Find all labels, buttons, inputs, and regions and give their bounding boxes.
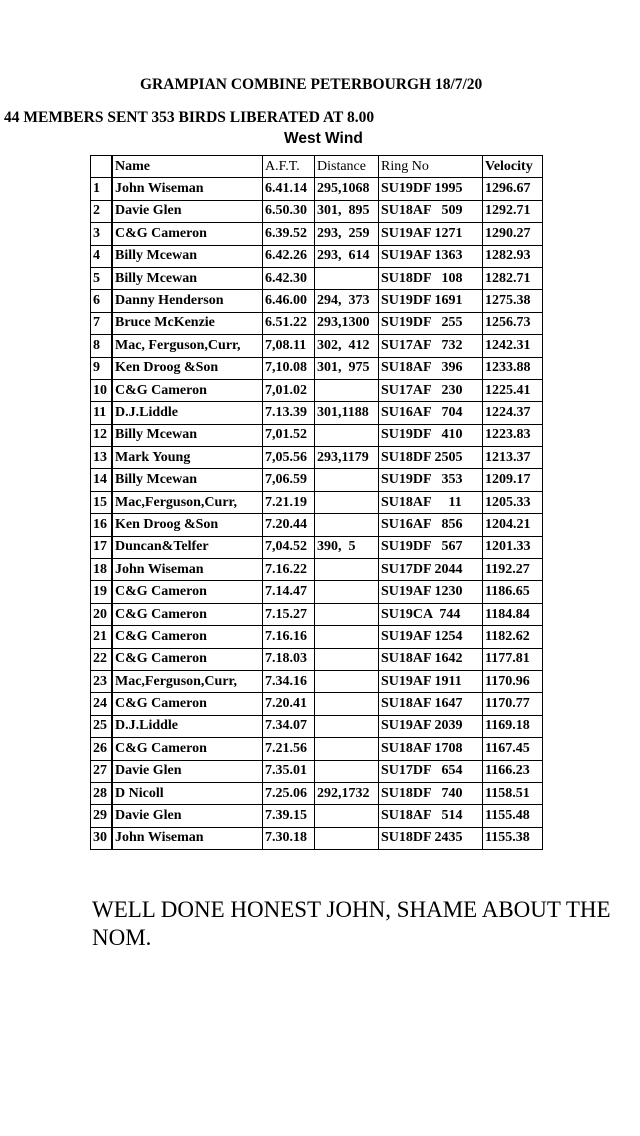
cell-position: 1	[91, 178, 112, 200]
cell-distance: 293,1179	[315, 447, 379, 469]
cell-name: C&G Cameron	[112, 380, 263, 402]
cell-aft: 7.18.03	[263, 649, 315, 671]
cell-position: 14	[91, 469, 112, 491]
table-row	[91, 290, 543, 312]
cell-position: 30	[91, 828, 112, 850]
cell-position: 5	[91, 268, 112, 290]
cell-velocity: 1282.71	[483, 268, 543, 290]
cell-ring-no: SU19AF 1271	[379, 223, 483, 245]
cell-name: Davie Glen	[112, 761, 263, 783]
cell-aft: 7,04.52	[263, 537, 315, 559]
cell-name: Billy Mcewan	[112, 425, 263, 447]
cell-aft: 7.39.15	[263, 805, 315, 827]
cell-aft: 7,05.56	[263, 447, 315, 469]
cell-velocity: 1282.93	[483, 246, 543, 268]
cell-velocity: 1233.88	[483, 358, 543, 380]
cell-distance: 301, 975	[315, 358, 379, 380]
cell-position: 4	[91, 246, 112, 268]
cell-velocity: 1155.48	[483, 805, 543, 827]
table-row	[91, 492, 543, 514]
cell-ring-no: SU18AF 1642	[379, 649, 483, 671]
cell-name: Billy Mcewan	[112, 268, 263, 290]
table-row	[91, 223, 543, 245]
cell-ring-no: SU18DF 2505	[379, 447, 483, 469]
table-row	[91, 380, 543, 402]
footer-message: WELL DONE HONEST JOHN, SHAME ABOUT THE NOM.	[92, 897, 611, 950]
cell-distance	[315, 380, 379, 402]
cell-aft: 6.42.30	[263, 268, 315, 290]
cell-ring-no: SU18AF 1708	[379, 738, 483, 760]
cell-velocity: 1242.31	[483, 335, 543, 357]
cell-name: C&G Cameron	[112, 649, 263, 671]
cell-ring-no: SU17AF 732	[379, 335, 483, 357]
cell-ring-no: SU19AF 2039	[379, 716, 483, 738]
cell-name: C&G Cameron	[112, 604, 263, 626]
cell-name: C&G Cameron	[112, 581, 263, 603]
cell-distance: 301,1188	[315, 402, 379, 424]
cell-ring-no: SU18AF 1647	[379, 693, 483, 715]
cell-distance	[315, 738, 379, 760]
table-row	[91, 559, 543, 581]
cell-position: 20	[91, 604, 112, 626]
cell-position: 9	[91, 358, 112, 380]
cell-aft: 7.16.16	[263, 626, 315, 648]
cell-ring-no: SU19DF 255	[379, 313, 483, 335]
cell-position: 7	[91, 313, 112, 335]
cell-name: D Nicoll	[112, 783, 263, 805]
cell-velocity: 1224.37	[483, 402, 543, 424]
cell-position: 12	[91, 425, 112, 447]
column-header-ring-no: Ring No	[379, 156, 483, 178]
cell-velocity: 1225.41	[483, 380, 543, 402]
cell-distance: 293, 259	[315, 223, 379, 245]
table-row	[91, 402, 543, 424]
cell-distance	[315, 514, 379, 536]
column-header-name: Name	[112, 156, 263, 178]
cell-position: 15	[91, 492, 112, 514]
cell-name: Davie Glen	[112, 805, 263, 827]
cell-velocity: 1205.33	[483, 492, 543, 514]
cell-position: 10	[91, 380, 112, 402]
cell-aft: 7.20.41	[263, 693, 315, 715]
cell-distance	[315, 268, 379, 290]
cell-name: C&G Cameron	[112, 626, 263, 648]
cell-name: John Wiseman	[112, 828, 263, 850]
cell-velocity: 1177.81	[483, 649, 543, 671]
cell-ring-no: SU16AF 856	[379, 514, 483, 536]
cell-velocity: 1204.21	[483, 514, 543, 536]
cell-name: Mac,Ferguson,Curr,	[112, 671, 263, 693]
cell-name: C&G Cameron	[112, 693, 263, 715]
page-title: GRAMPIAN COMBINE PETERBOURGH 18/7/20	[140, 76, 483, 93]
cell-ring-no: SU19AF 1363	[379, 246, 483, 268]
cell-ring-no: SU18DF 2435	[379, 828, 483, 850]
cell-aft: 7,10.08	[263, 358, 315, 380]
cell-aft: 7.34.16	[263, 671, 315, 693]
cell-distance: 292,1732	[315, 783, 379, 805]
table-row	[91, 246, 543, 268]
cell-velocity: 1182.62	[483, 626, 543, 648]
race-summary: 44 MEMBERS SENT 353 BIRDS LIBERATED AT 8.00	[4, 109, 375, 126]
cell-aft: 6.46.00	[263, 290, 315, 312]
cell-velocity: 1275.38	[483, 290, 543, 312]
cell-velocity: 1256.73	[483, 313, 543, 335]
cell-name: D.J.Liddle	[112, 402, 263, 424]
table-row	[91, 268, 543, 290]
cell-aft: 6.51.22	[263, 313, 315, 335]
cell-position: 3	[91, 223, 112, 245]
cell-distance	[315, 671, 379, 693]
cell-distance	[315, 761, 379, 783]
cell-position: 16	[91, 514, 112, 536]
cell-ring-no: SU19DF 1995	[379, 178, 483, 200]
cell-ring-no: SU19AF 1254	[379, 626, 483, 648]
cell-ring-no: SU19DF 410	[379, 425, 483, 447]
table-row	[91, 178, 543, 200]
cell-ring-no: SU18AF 509	[379, 201, 483, 223]
cell-ring-no: SU19DF 567	[379, 537, 483, 559]
cell-name: Billy Mcewan	[112, 469, 263, 491]
cell-distance	[315, 626, 379, 648]
table-row	[91, 626, 543, 648]
table-row	[91, 805, 543, 827]
cell-position: 11	[91, 402, 112, 424]
cell-distance	[315, 805, 379, 827]
cell-aft: 7.25.06	[263, 783, 315, 805]
cell-velocity: 1158.51	[483, 783, 543, 805]
cell-position: 22	[91, 649, 112, 671]
table-row	[91, 425, 543, 447]
cell-distance: 295,1068	[315, 178, 379, 200]
cell-velocity: 1223.83	[483, 425, 543, 447]
cell-position: 23	[91, 671, 112, 693]
cell-aft: 7.35.01	[263, 761, 315, 783]
cell-position: 28	[91, 783, 112, 805]
cell-ring-no: SU17DF 654	[379, 761, 483, 783]
cell-aft: 7.13.39	[263, 402, 315, 424]
cell-position: 25	[91, 716, 112, 738]
cell-aft: 7.21.19	[263, 492, 315, 514]
cell-position: 17	[91, 537, 112, 559]
cell-aft: 7.20.44	[263, 514, 315, 536]
cell-name: Mark Young	[112, 447, 263, 469]
cell-distance	[315, 828, 379, 850]
cell-distance: 302, 412	[315, 335, 379, 357]
cell-name: Mac, Ferguson,Curr,	[112, 335, 263, 357]
cell-distance	[315, 693, 379, 715]
cell-velocity: 1292.71	[483, 201, 543, 223]
table-row	[91, 514, 543, 536]
cell-distance: 301, 895	[315, 201, 379, 223]
table-row	[91, 335, 543, 357]
cell-velocity: 1166.23	[483, 761, 543, 783]
cell-ring-no: SU18DF 740	[379, 783, 483, 805]
cell-ring-no: SU18AF 514	[379, 805, 483, 827]
cell-name: C&G Cameron	[112, 223, 263, 245]
cell-aft: 6.39.52	[263, 223, 315, 245]
cell-velocity: 1192.27	[483, 559, 543, 581]
cell-name: C&G Cameron	[112, 738, 263, 760]
cell-position: 24	[91, 693, 112, 715]
table-row	[91, 447, 543, 469]
results-table-body	[91, 156, 543, 850]
cell-name: Ken Droog &Son	[112, 514, 263, 536]
cell-position: 6	[91, 290, 112, 312]
cell-aft: 7,01.02	[263, 380, 315, 402]
cell-position: 13	[91, 447, 112, 469]
cell-name: Ken Droog &Son	[112, 358, 263, 380]
table-row	[91, 783, 543, 805]
cell-name: Duncan&Telfer	[112, 537, 263, 559]
cell-aft: 7.21.56	[263, 738, 315, 760]
table-row	[91, 671, 543, 693]
cell-distance	[315, 604, 379, 626]
cell-distance	[315, 716, 379, 738]
cell-aft: 7,01.52	[263, 425, 315, 447]
table-row	[91, 761, 543, 783]
cell-aft: 7.34.07	[263, 716, 315, 738]
cell-position: 19	[91, 581, 112, 603]
table-row	[91, 604, 543, 626]
cell-ring-no: SU16AF 704	[379, 402, 483, 424]
cell-aft: 6.42.26	[263, 246, 315, 268]
column-header-velocity: Velocity	[483, 156, 543, 178]
cell-aft: 6.50.30	[263, 201, 315, 223]
cell-name: John Wiseman	[112, 178, 263, 200]
cell-distance	[315, 492, 379, 514]
cell-distance	[315, 559, 379, 581]
cell-velocity: 1170.96	[483, 671, 543, 693]
cell-name: Billy Mcewan	[112, 246, 263, 268]
table-row	[91, 469, 543, 491]
cell-position: 2	[91, 201, 112, 223]
cell-distance: 293,1300	[315, 313, 379, 335]
cell-aft: 7.14.47	[263, 581, 315, 603]
cell-distance	[315, 469, 379, 491]
table-header-row	[91, 156, 543, 178]
cell-velocity: 1155.38	[483, 828, 543, 850]
table-row	[91, 738, 543, 760]
cell-position: 21	[91, 626, 112, 648]
table-row	[91, 693, 543, 715]
cell-ring-no: SU18AF 11	[379, 492, 483, 514]
cell-distance: 390, 5	[315, 537, 379, 559]
cell-position: 27	[91, 761, 112, 783]
table-row	[91, 358, 543, 380]
cell-velocity: 1169.18	[483, 716, 543, 738]
column-header-distance: Distance	[315, 156, 379, 178]
cell-name: Danny Henderson	[112, 290, 263, 312]
cell-velocity: 1186.65	[483, 581, 543, 603]
cell-velocity: 1167.45	[483, 738, 543, 760]
cell-velocity: 1209.17	[483, 469, 543, 491]
cell-ring-no: SU19DF 1691	[379, 290, 483, 312]
cell-distance	[315, 581, 379, 603]
column-header-position	[91, 156, 112, 178]
cell-ring-no: SU17DF 2044	[379, 559, 483, 581]
cell-position: 8	[91, 335, 112, 357]
cell-velocity: 1170.77	[483, 693, 543, 715]
cell-name: John Wiseman	[112, 559, 263, 581]
cell-distance: 294, 373	[315, 290, 379, 312]
cell-aft: 7,08.11	[263, 335, 315, 357]
table-row	[91, 201, 543, 223]
cell-name: Davie Glen	[112, 201, 263, 223]
cell-ring-no: SU17AF 230	[379, 380, 483, 402]
cell-ring-no: SU19CA 744	[379, 604, 483, 626]
cell-ring-no: SU18AF 396	[379, 358, 483, 380]
cell-position: 26	[91, 738, 112, 760]
table-row	[91, 828, 543, 850]
cell-aft: 7,06.59	[263, 469, 315, 491]
cell-velocity: 1213.37	[483, 447, 543, 469]
cell-aft: 7.30.18	[263, 828, 315, 850]
cell-aft: 7.15.27	[263, 604, 315, 626]
wind-note: West Wind	[284, 130, 363, 147]
cell-position: 18	[91, 559, 112, 581]
cell-ring-no: SU18DF 108	[379, 268, 483, 290]
table-row	[91, 313, 543, 335]
cell-distance: 293, 614	[315, 246, 379, 268]
cell-name: D.J.Liddle	[112, 716, 263, 738]
cell-velocity: 1296.67	[483, 178, 543, 200]
column-header-aft: A.F.T.	[263, 156, 315, 178]
table-row	[91, 649, 543, 671]
cell-aft: 7.16.22	[263, 559, 315, 581]
table-row	[91, 537, 543, 559]
cell-velocity: 1184.84	[483, 604, 543, 626]
cell-velocity: 1201.33	[483, 537, 543, 559]
table-row	[91, 581, 543, 603]
cell-position: 29	[91, 805, 112, 827]
cell-velocity: 1290.27	[483, 223, 543, 245]
cell-distance	[315, 649, 379, 671]
results-table	[90, 155, 543, 850]
table-row	[91, 716, 543, 738]
cell-ring-no: SU19AF 1230	[379, 581, 483, 603]
cell-name: Bruce McKenzie	[112, 313, 263, 335]
cell-aft: 6.41.14	[263, 178, 315, 200]
cell-ring-no: SU19DF 353	[379, 469, 483, 491]
cell-distance	[315, 425, 379, 447]
cell-ring-no: SU19AF 1911	[379, 671, 483, 693]
cell-name: Mac,Ferguson,Curr,	[112, 492, 263, 514]
